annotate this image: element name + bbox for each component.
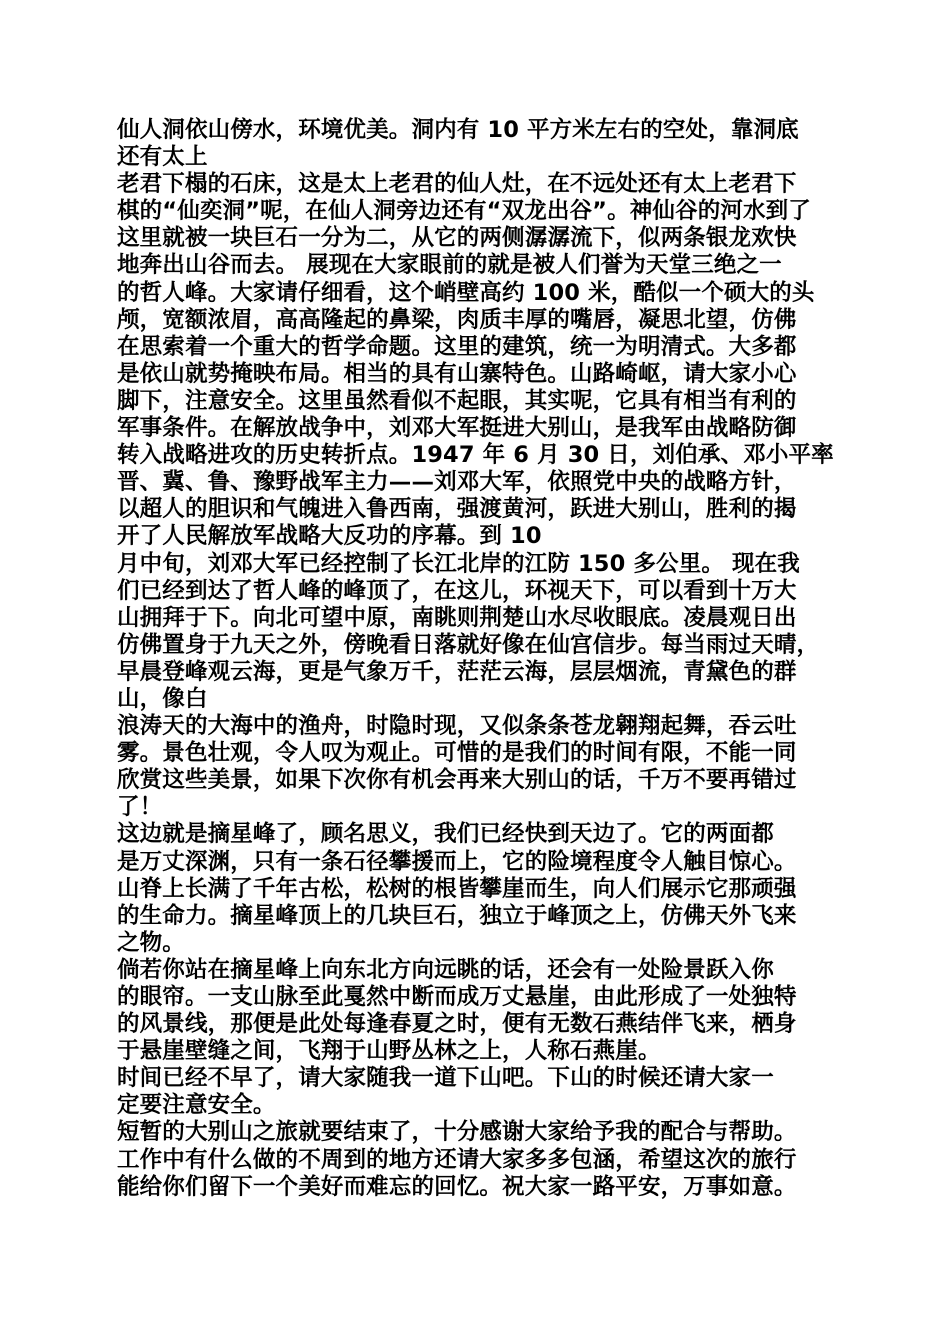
text-line: 颅，宽额浓眉，高高隆起的鼻梁，肉质丰厚的嘴唇，凝思北望，仿佛 — [117, 306, 797, 333]
text-line: 是依山就势掩映布局。相当的具有山寨特色。山路崎岖，请大家小心 — [117, 360, 797, 387]
text-line: 仙人洞依山傍水，环境优美。洞内有 10 平方米左右的空处，靠洞底 — [117, 117, 799, 143]
text-line: 的哲人峰。大家请仔细看，这个峭壁高约 100 米，酷似一个硕大的头 — [117, 279, 815, 306]
text-line: 于悬崖壁缝之间，飞翔于山野丛林之上，人称石燕崖。 — [117, 1038, 661, 1065]
text-line: 棋的“仙奕洞”呢，在仙人洞旁边还有“双龙出谷”。神仙谷的河水到了 — [117, 198, 811, 225]
text-line: 这边就是摘星峰了，顾名思义，我们已经快到天边了。它的两面都 — [117, 821, 774, 848]
text-line: 开了人民解放军战略大反功的序幕。到 10 — [117, 523, 542, 550]
text-line: 是万丈深渊，只有一条石径攀援而上，它的险境程度令人触目惊心。 — [117, 848, 797, 875]
text-line: 的生命力。摘星峰顶上的几块巨石，独立于峰顶之上，仿佛天外飞来 — [117, 902, 797, 929]
text-line: 的眼帘。一支山脉至此戛然中断而成万丈悬崖，由此形成了一处独特 — [117, 984, 797, 1010]
text-line: 的风景线，那便是此处每逢春夏之时，便有无数石燕结伴飞来，栖身 — [117, 1011, 797, 1038]
text-line: 地奔出山谷而去。 展现在大家眼前的就是被人们誉为天堂三绝之一 — [117, 252, 782, 279]
text-line: 早晨登峰观云海，更是气象万千，茫茫云海，层层烟流，青黛色的群 — [117, 658, 797, 685]
text-line: 这里就被一块巨石一分为二，从它的两侧潺潺流下，似两条银龙欢快 — [117, 225, 797, 252]
text-line: 能给你们留下一个美好而难忘的回忆。祝大家一路平安，万事如意。 — [117, 1173, 797, 1200]
text-line: 军事条件。在解放战争中，刘邓大军挺进大别山，是我军由战略防御 — [117, 415, 797, 442]
text-line: 雾。景色壮观，令人叹为观止。可惜的是我们的时间有限，不能一同 — [117, 740, 797, 767]
text-line: 老君下榻的石床，这是太上老君的仙人灶，在不远处还有太上老君下 — [117, 171, 797, 198]
text-line: 山拥拜于下。向北可望中原，南眺则荆楚山水尽收眼底。凌晨观日出 — [117, 604, 797, 631]
text-line: 工作中有什么做的不周到的地方还请大家多多包涵，希望这次的旅行 — [117, 1146, 797, 1173]
text-line: 晋、冀、鲁、豫野战军主力——刘邓大军，依照党中央的战略方针， — [117, 469, 797, 496]
text-line: 还有太上 — [117, 144, 208, 171]
text-line: 月中旬，刘邓大军已经控制了长江北岸的江防 150 多公里。 现在我 — [117, 550, 800, 577]
text-line: 转入战略进攻的历史转折点。1947 年 6 月 30 日，刘伯承、邓小平率 — [117, 442, 834, 469]
text-line: 定要注意安全。 — [117, 1092, 276, 1119]
text-line: 之物。 — [117, 929, 185, 956]
text-line: 浪涛天的大海中的渔舟，时隐时现，又似条条苍龙翱翔起舞，吞云吐 — [117, 713, 797, 740]
text-line: 在思索着一个重大的哲学命题。这里的建筑，统一为明清式。大多都 — [117, 333, 797, 360]
body-text — [117, 117, 847, 1201]
text-line: 仿佛置身于九天之外，傍晚看日落就好像在仙宫信步。每当雨过天晴， — [117, 631, 820, 658]
text-line: 山脊上长满了千年古松，松树的根皆攀崖而生，向人们展示它那顽强 — [117, 875, 797, 902]
text-line: 以超人的胆识和气魄进入鲁西南，强渡黄河，跃进大别山，胜利的揭 — [117, 496, 797, 523]
text-line: 们已经到达了哲人峰的峰顶了，在这儿，环视天下，可以看到十万大 — [117, 577, 797, 604]
text-line: 时间已经不早了，请大家随我一道下山吧。下山的时候还请大家一 — [117, 1065, 774, 1092]
text-line: 脚下，注意安全。这里虽然看似不起眼，其实呢，它具有相当有利的 — [117, 387, 797, 414]
text-line: 短暂的大别山之旅就要结束了，十分感谢大家给予我的配合与帮助。 — [117, 1119, 797, 1146]
text-line: 欣赏这些美景，如果下次你有机会再来大别山的话，千万不要再错过 — [117, 767, 797, 794]
text-line: 山，像白 — [117, 685, 208, 712]
text-line: 了！ — [117, 794, 163, 821]
text-line: 倘若你站在摘星峰上向东北方向远眺的话，还会有一处险景跃入你 — [117, 956, 774, 983]
